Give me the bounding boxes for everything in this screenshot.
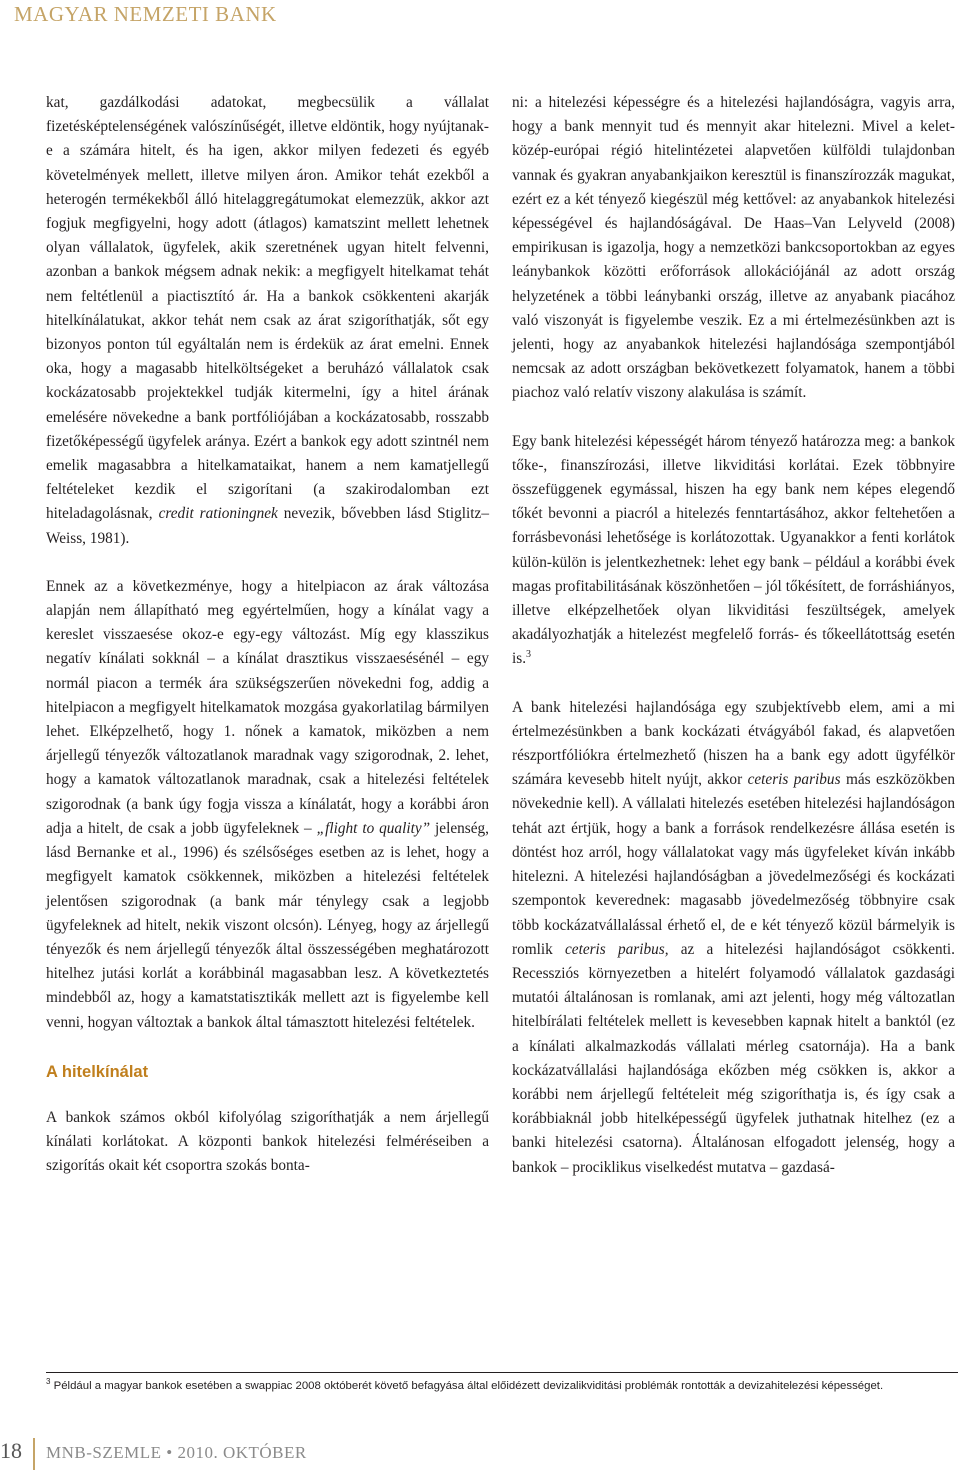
paragraph [46, 91, 489, 551]
page-footer [0, 1438, 960, 1470]
paragraph: A bankok számos okból kifolyólag szigoríthatják a nem árjellegű kínálati korlátokat. A központi bankok hitelezési felméréseiben a szigorítás okait két csoportra szokás bonta- [46, 1108, 489, 1175]
italic-term: „flight to quality” [316, 819, 431, 837]
paragraph [512, 430, 955, 672]
footer-divider [33, 1438, 35, 1470]
footnote-number: 3 [46, 1377, 51, 1387]
italic-term: credit rationingnek [158, 505, 278, 523]
footnote-reference[interactable]: 3 [526, 649, 532, 661]
paragraph-text: Egy bank hitelezési képességét három tényező határozza meg: a bankok tőke-, finanszírozási, illetve likviditási korlátai. Ezek többnyire összefüggenek egymással, hiszen ha egy bank nem képes elegendő tőkét bevonni a piacról a hitelezés fenntartásához, akkor feltehetően a forrásbevonási lehetősége is korlátozottak. Ugyanakkor a fenti korlátok külön-külön is jelentkezhetnek: lehet egy bank – például a korábbi évek magas profitabilitásának köszönhetően – jól tőkésített, de forráshiányos, illetve elképzelhetőek olyan likviditási feszültségek, amelyek akadályozhatják a hitelezést megfelelő forrás- és tőkeellátottság esetén is. [512, 432, 955, 668]
paragraph-text: jelenség, lásd Bernanke et al., 1996) és szélsőséges esetben az is lehet, hogy a megfigyelt kamatok csökkennek, miközben a hitelezési feltételek jelentősen szigorodnak (a bank már ténylegy csak a legjobb ügyfeleknek ad hitelt, nekik viszont olcsón). Lényeg, hogy az árjellegű tényezők és nem árjellegű tényezők által összességében meghatározott hitelhez jutási korlát a korábbinál magasabban lesz. A következtetés mindebből az, hogy a kamatstatisztikák mellett azt is figyelembe kell venni, hogyan változtak a bankok által támasztott hitelezési feltételek. [46, 819, 489, 1031]
left-column [46, 91, 489, 1178]
page-number: 18 [0, 1438, 22, 1463]
footnote [46, 1378, 960, 1394]
journal-name: MNB-SZEMLE • 2010. OKTÓBER [46, 1443, 307, 1462]
italic-term: ceteris paribus, [564, 940, 669, 958]
italic-term: ceteris paribus [747, 771, 841, 789]
paragraph-text: az a hitelezési hajlandóságot csökkenti. Recessziós környezetben a hitelért folyamodó vállalatok gazdasági mutatói általánosan is romlanak, ami azt jelenti, hogy még változatlan hitelbírálati feltételek mellett is kevesebben kapnak hitelt a banktól (ez a kínálati alkalmazkodás vállalati mérleg csatornája). Ha a bank kockázatvállalási hajlandósága ekőzben még csökken is, akkor a korábbi nem árjellegű feltételeit még szigoríthatja is, és így csak a korábbiaknál jobb hitelképességű ügyfelek juthatnak hitelhez (ez a banki hitelezési csatorna). Általánosan elfogadott jelenség, hogy a bankok – prociklikus viselkedést mutatva – gazdasá- [512, 940, 955, 1176]
right-column [512, 91, 955, 1180]
paragraph-text: kat, gazdálkodási adatokat, megbecsülik a vállalat fizetésképtelenségének valószínűségét, illetve eldöntik, hogy nyújtanak-e a számára hitelt, és ha igen, akkor milyen fedezeti és egyéb követelmények mellett, illetve milyen áron. Amikor tehát ezekből a heterogén termékekből álló hitelaggregátumokat elemezzük, akkor azt fogjuk megfigyelni, hogy adott (átlagos) kamatszint mellett lehetnek olyan vállalatok, ügyfelek, akik szeretnének ugyan hitelt felvenni, azonban a bankok mégsem adnak nekik: a megfigyelt hitelkamat tehát nem feltétlenül a piactisztító ár. Ha a bankok csökkenteni akarják hitelkínálatukat, akkor tehát nem csak az árat szigoríthatják, sőt egy bizonyos ponton túl egyáltalán nem is érdekük az árat emelni. Ennek oka, hogy a magasabb hitelköltségeket a beruházó vállalatok csak kockázatosabb projektekkel tudják kitermelni, így a hitel árának emelésére növekedne a bank portfóliójában a kockázatosabb, rosszabb fizetőképességű ügyfelek aránya. Ezért a bankok egy adott szintnél nem emelik magasabbra a hitelkamataikat, hanem a nem kamatjellegű feltételeket kezdik el szigorítani (a szakirodalomban ezt hiteladagolásnak, [46, 94, 489, 523]
paragraph: ni: a hitelezési képességre és a hitelezési hajlandóságra, vagyis arra, hogy a bank mennyit tud és mennyit akar hitelezni. Mivel a kelet-közép-európai régió hitelintézetei alapvetően külföldi tulajdonban vannak és gyakran anyabankjaikon keresztül is finanszírozzák magukat, ezért ez a két tényező kiegészül még kettővel: az anyabankok hitelezési képességével és hajlandóságával. De Haas–Van Lelyveld (2008) empirikusan is igazolja, hogy a nemzetközi bankcsoportokban az egyes leánybankok közötti erőforrások allokációjánál az adott ország helyzetének a többi leánybanki ország, illetve az anyabank piacához való viszonyát is figyelembe veszik. Ez a mi értelmezésünkben azt is jelenti, hogy az anyabankok hitelezési hajlandósága szempontjából nemcsak az adott országban bekövetkezett folyamatok, hanem a többi piachoz való relatív viszony alakulása is számít. [512, 94, 955, 402]
page-header-title: MAGYAR NEMZETI BANK [14, 2, 277, 26]
footnote-text: Például a magyar bankok esetében a swappiac 2008 októberét követő befagyása által előidézett devizalikviditási problémák rontották a devizahitelezési képességet. [50, 1380, 884, 1392]
paragraph-text: más eszközökben növekednie kell). A vállalati hitelezés esetében hitelezési hajlandóságon tehát azt értjük, hogy a bank a források rendelkezésre állása esetén is döntést hoz arról, hogy vállalatokat vagy más ügyfeleket kíván inkább hitelezni. A hitelezési hajlandóságban a jövedelmezőségi és kockázati szempontok keverednek: magasabb jövedelmezőség többnyire csak több kockázatvállalással érhető el, de e két tényező közül bármelyik is romlik [512, 771, 955, 958]
paragraph [512, 696, 955, 1180]
footnote-divider [46, 1372, 958, 1373]
section-heading: A hitelkínálat [46, 1062, 149, 1081]
paragraph-text: nevezik, bővebben lásd Stiglitz–Weiss, 1981). [46, 505, 489, 547]
paragraph [46, 575, 489, 1035]
paragraph-text: Ennek az a következménye, hogy a hitelpiacon az árak változása alapján nem állapítható meg egyértelműen, hogy a kínálat vagy a kereslet visszaesése okoz-e egy-egy változást. Míg egy klasszikus negatív kínálati sokknál – a kínálat drasztikus visszaesésénél – egy normál piacon a termék ára szükségszerűen növekedni fog, addig a hitelpiacon a megfigyelt hitelkamatok mozgása gyakorlatilag bármilyen lehet. Elképzelhető, hogy 1. nőnek a kamatok, miközben a nem árjellegű tényezők változatlanok maradnak vagy szigorodnak, 2. lehet, hogy a kamatok változatlanok maradnak, csak a hitelezési feltételek szigorodnak (a bank úgy fogja vissza a kínálatát, hogy a korábbi áron adja a hitelt, de csak a jobb ügyfeleknek – [46, 577, 489, 837]
paragraph-text: A bank hitelezési hajlandósága egy szubjektívebb elem, ami a mi értelmezésünkben a bank kockázati étvágyából fakad, és alapvetően részportfóliókra értelmezhető (hiszen ha a bank egy adott ügyfélkör számára kevesebb hitelt nyújt, akkor [512, 698, 955, 789]
